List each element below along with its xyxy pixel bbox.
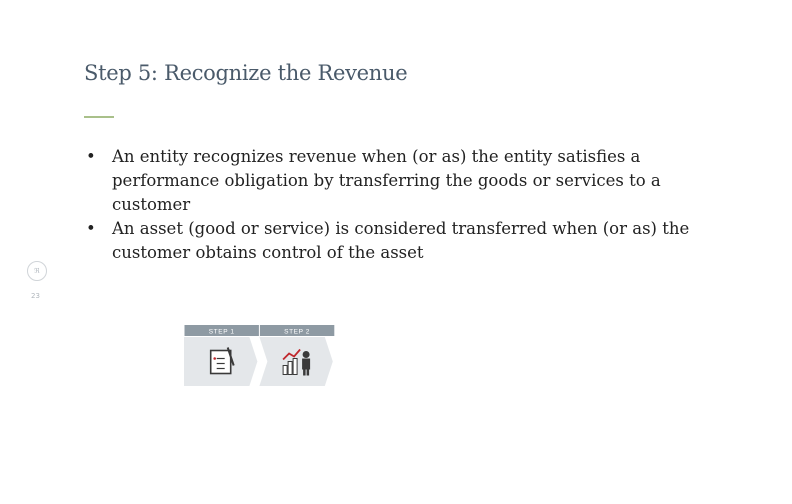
bullet-item: [86, 145, 726, 217]
title-underline: [84, 116, 114, 118]
contract-document-icon: [211, 348, 234, 374]
step-label: STEP 2: [284, 328, 311, 336]
bullet-text: An asset (good or service) is considered transferred when (or as) the customer obtains control of the asset: [112, 219, 690, 262]
slide-title: Step 5: Recognize the Revenue: [84, 61, 408, 85]
bullet-item: [86, 217, 726, 265]
step-2: [259, 325, 334, 386]
step-1: [184, 325, 259, 386]
five-step-diagram: [184, 325, 561, 386]
logo-mark: ℜ: [27, 261, 47, 281]
bullet-marker: •: [86, 219, 96, 238]
bullet-list: [86, 145, 726, 265]
bullet-marker: •: [86, 147, 96, 166]
step-label: STEP 1: [208, 328, 235, 336]
page-number: 23: [31, 292, 40, 300]
bullet-text: An entity recognizes revenue when (or as) the entity satisfies a performance obligation by transferring the goods or services to a customer: [112, 147, 661, 214]
